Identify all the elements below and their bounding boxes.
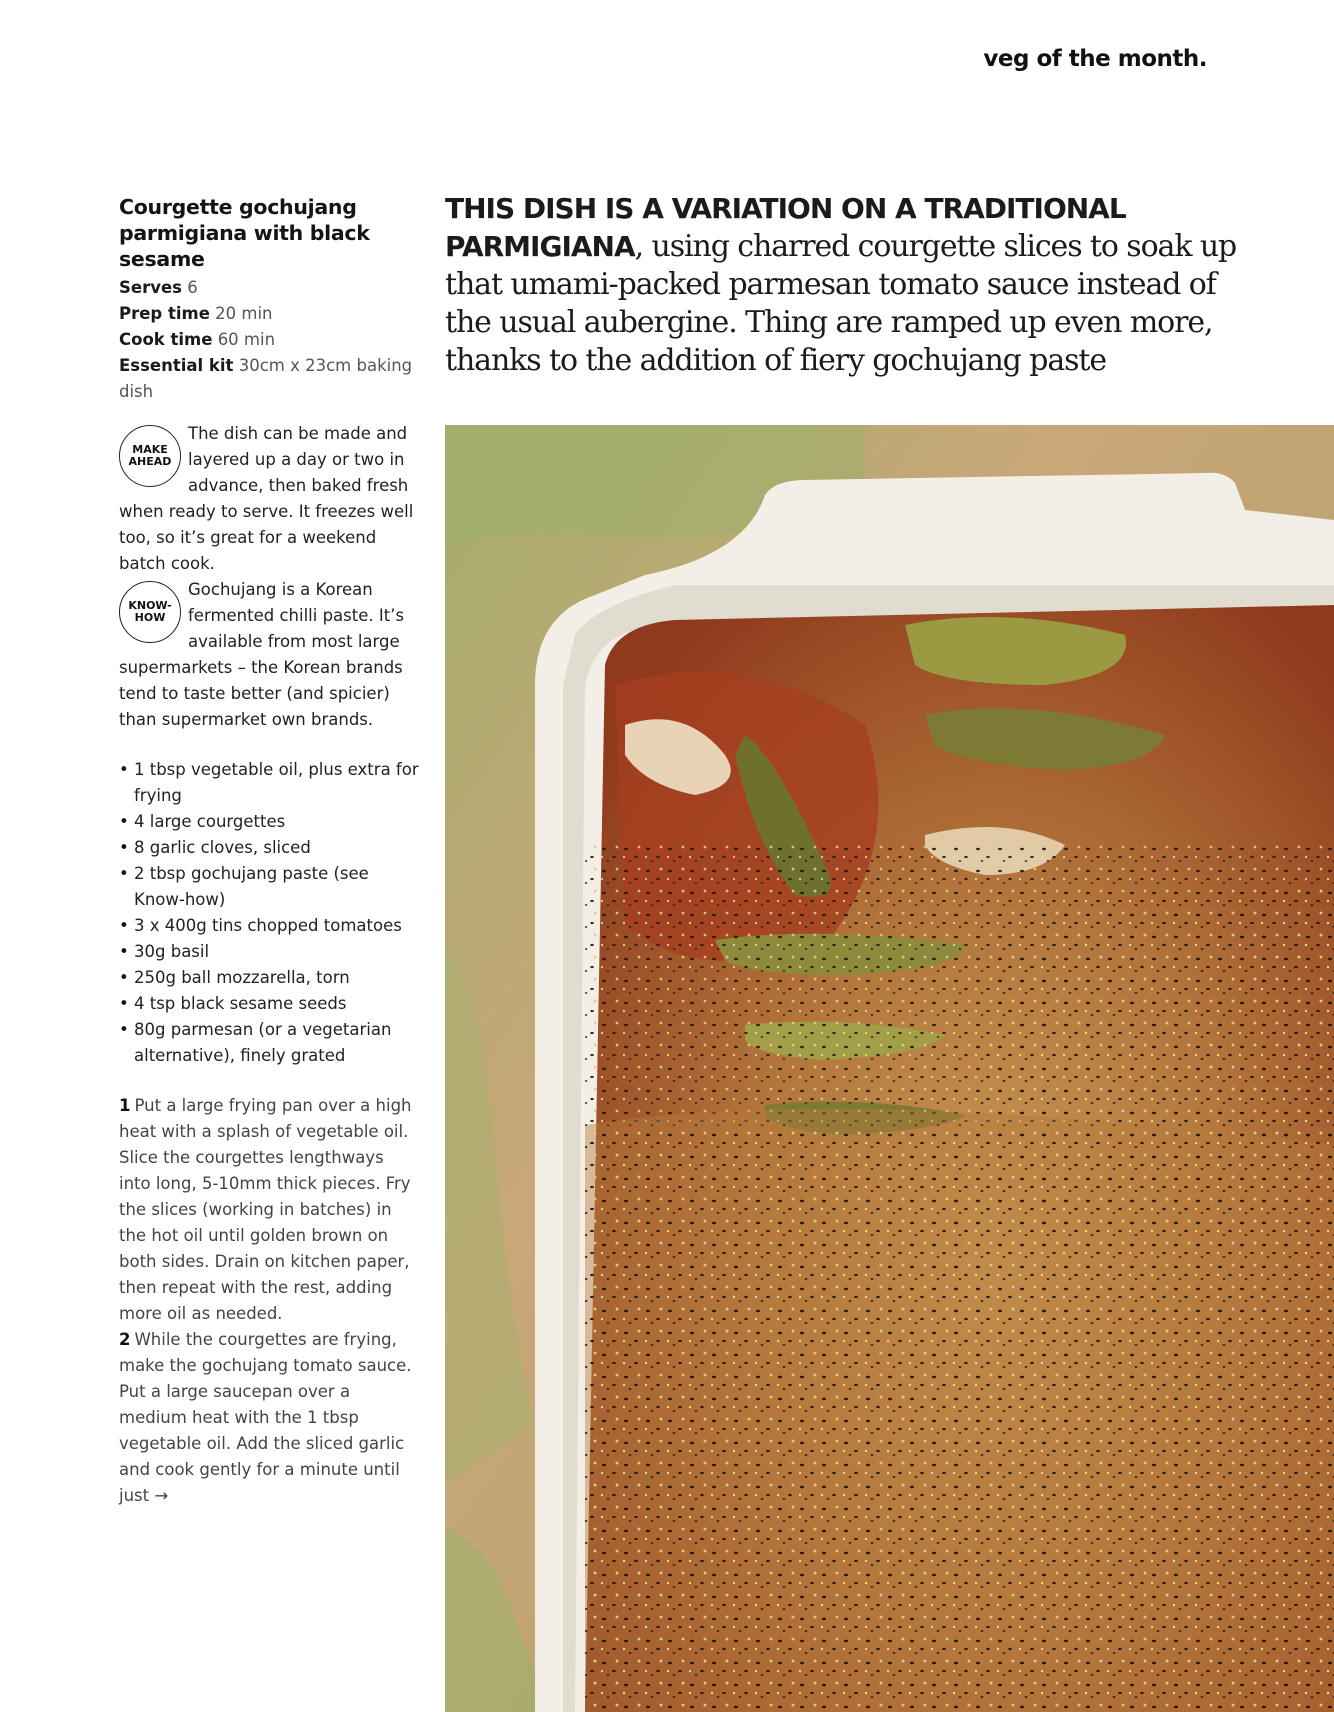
meta-value: 20 min xyxy=(215,304,273,323)
method-step xyxy=(119,1327,419,1509)
meta-value: 60 min xyxy=(217,330,276,349)
tip-text: The dish can be made and layered up a day or two in advance, then baked fresh when ready to serve. It freezes well too, so it’s great for a weekend batch cook. xyxy=(119,424,414,573)
intro-rest: , using charred courgette slices to soak up that umami-packed parmesan tomato sauce instead of the usual aubergine. Thing are ramped up even more, thanks to the addition of fiery gochujang paste xyxy=(445,229,1237,378)
tip-make-ahead xyxy=(119,421,419,577)
ingredient-item: • 250g ball mozzarella, torn xyxy=(119,965,419,991)
parmigiana-photo xyxy=(445,425,1334,1712)
step-text: Put a large frying pan over a high heat with a splash of vegetable oil. Slice the courgettes lengthways into long, 5-10mm thick pieces. Fry the slices (working in batches) in the hot oil until golden brown on both sides. Drain on kitchen paper, then repeat with the rest, adding more oil as needed. xyxy=(119,1096,412,1323)
badge-label: KNOW-HOW xyxy=(128,599,172,624)
tip-know-how xyxy=(119,577,419,733)
make-ahead-badge-icon xyxy=(119,425,181,487)
ingredient-item: • 4 tsp black sesame seeds xyxy=(119,991,419,1017)
meta-key: Serves xyxy=(119,278,182,297)
sesame-topping xyxy=(585,1125,1334,1712)
meta-essential-kit xyxy=(119,353,419,405)
recipe-sidebar xyxy=(119,194,419,1509)
section-tag: veg of the month. xyxy=(983,46,1207,72)
recipe-meta xyxy=(119,275,419,405)
ingredient-item: • 30g basil xyxy=(119,939,419,965)
meta-serves xyxy=(119,275,419,301)
meta-value: 6 xyxy=(187,278,198,297)
intro-paragraph xyxy=(445,190,1245,380)
badge-label: MAKE AHEAD xyxy=(128,443,172,468)
intro-lead: THIS DISH IS A VARIATION ON A TRADITIONAL PARMIGIANA xyxy=(445,192,1126,263)
meta-key: Cook time xyxy=(119,330,213,349)
ingredient-item: • 3 x 400g tins chopped tomatoes xyxy=(119,913,419,939)
meta-prep-time xyxy=(119,301,419,327)
meta-value: 30cm x 23cm baking dish xyxy=(119,356,413,401)
method xyxy=(119,1093,419,1509)
ingredient-item: • 2 tbsp gochujang paste (see Know-how) xyxy=(119,861,419,913)
ingredient-item: • 8 garlic cloves, sliced xyxy=(119,835,419,861)
ingredient-item: • 1 tbsp vegetable oil, plus extra for frying xyxy=(119,757,419,809)
ingredients-list xyxy=(119,757,419,1069)
meta-key: Essential kit xyxy=(119,356,234,375)
step-number: 2 xyxy=(119,1330,131,1349)
meta-key: Prep time xyxy=(119,304,210,323)
meta-cook-time xyxy=(119,327,419,353)
know-how-badge-icon xyxy=(119,581,181,643)
tip-text: Gochujang is a Korean fermented chilli paste. It’s available from most large supermarkets – the Korean brands tend to taste better (and spicier) than supermarket own brands. xyxy=(119,580,405,729)
method-step xyxy=(119,1093,419,1327)
step-number: 1 xyxy=(119,1096,131,1115)
recipe-title: Courgette gochujang parmigiana with black sesame xyxy=(119,195,370,271)
ingredient-item: • 80g parmesan (or a vegetarian alternative), finely grated xyxy=(119,1017,419,1069)
step-text: While the courgettes are frying, make the gochujang tomato sauce. Put a large saucepan over a medium heat with the 1 tbsp vegetable oil. Add the sliced garlic and cook gently for a minute until just → xyxy=(119,1330,412,1505)
ingredient-item: • 4 large courgettes xyxy=(119,809,419,835)
